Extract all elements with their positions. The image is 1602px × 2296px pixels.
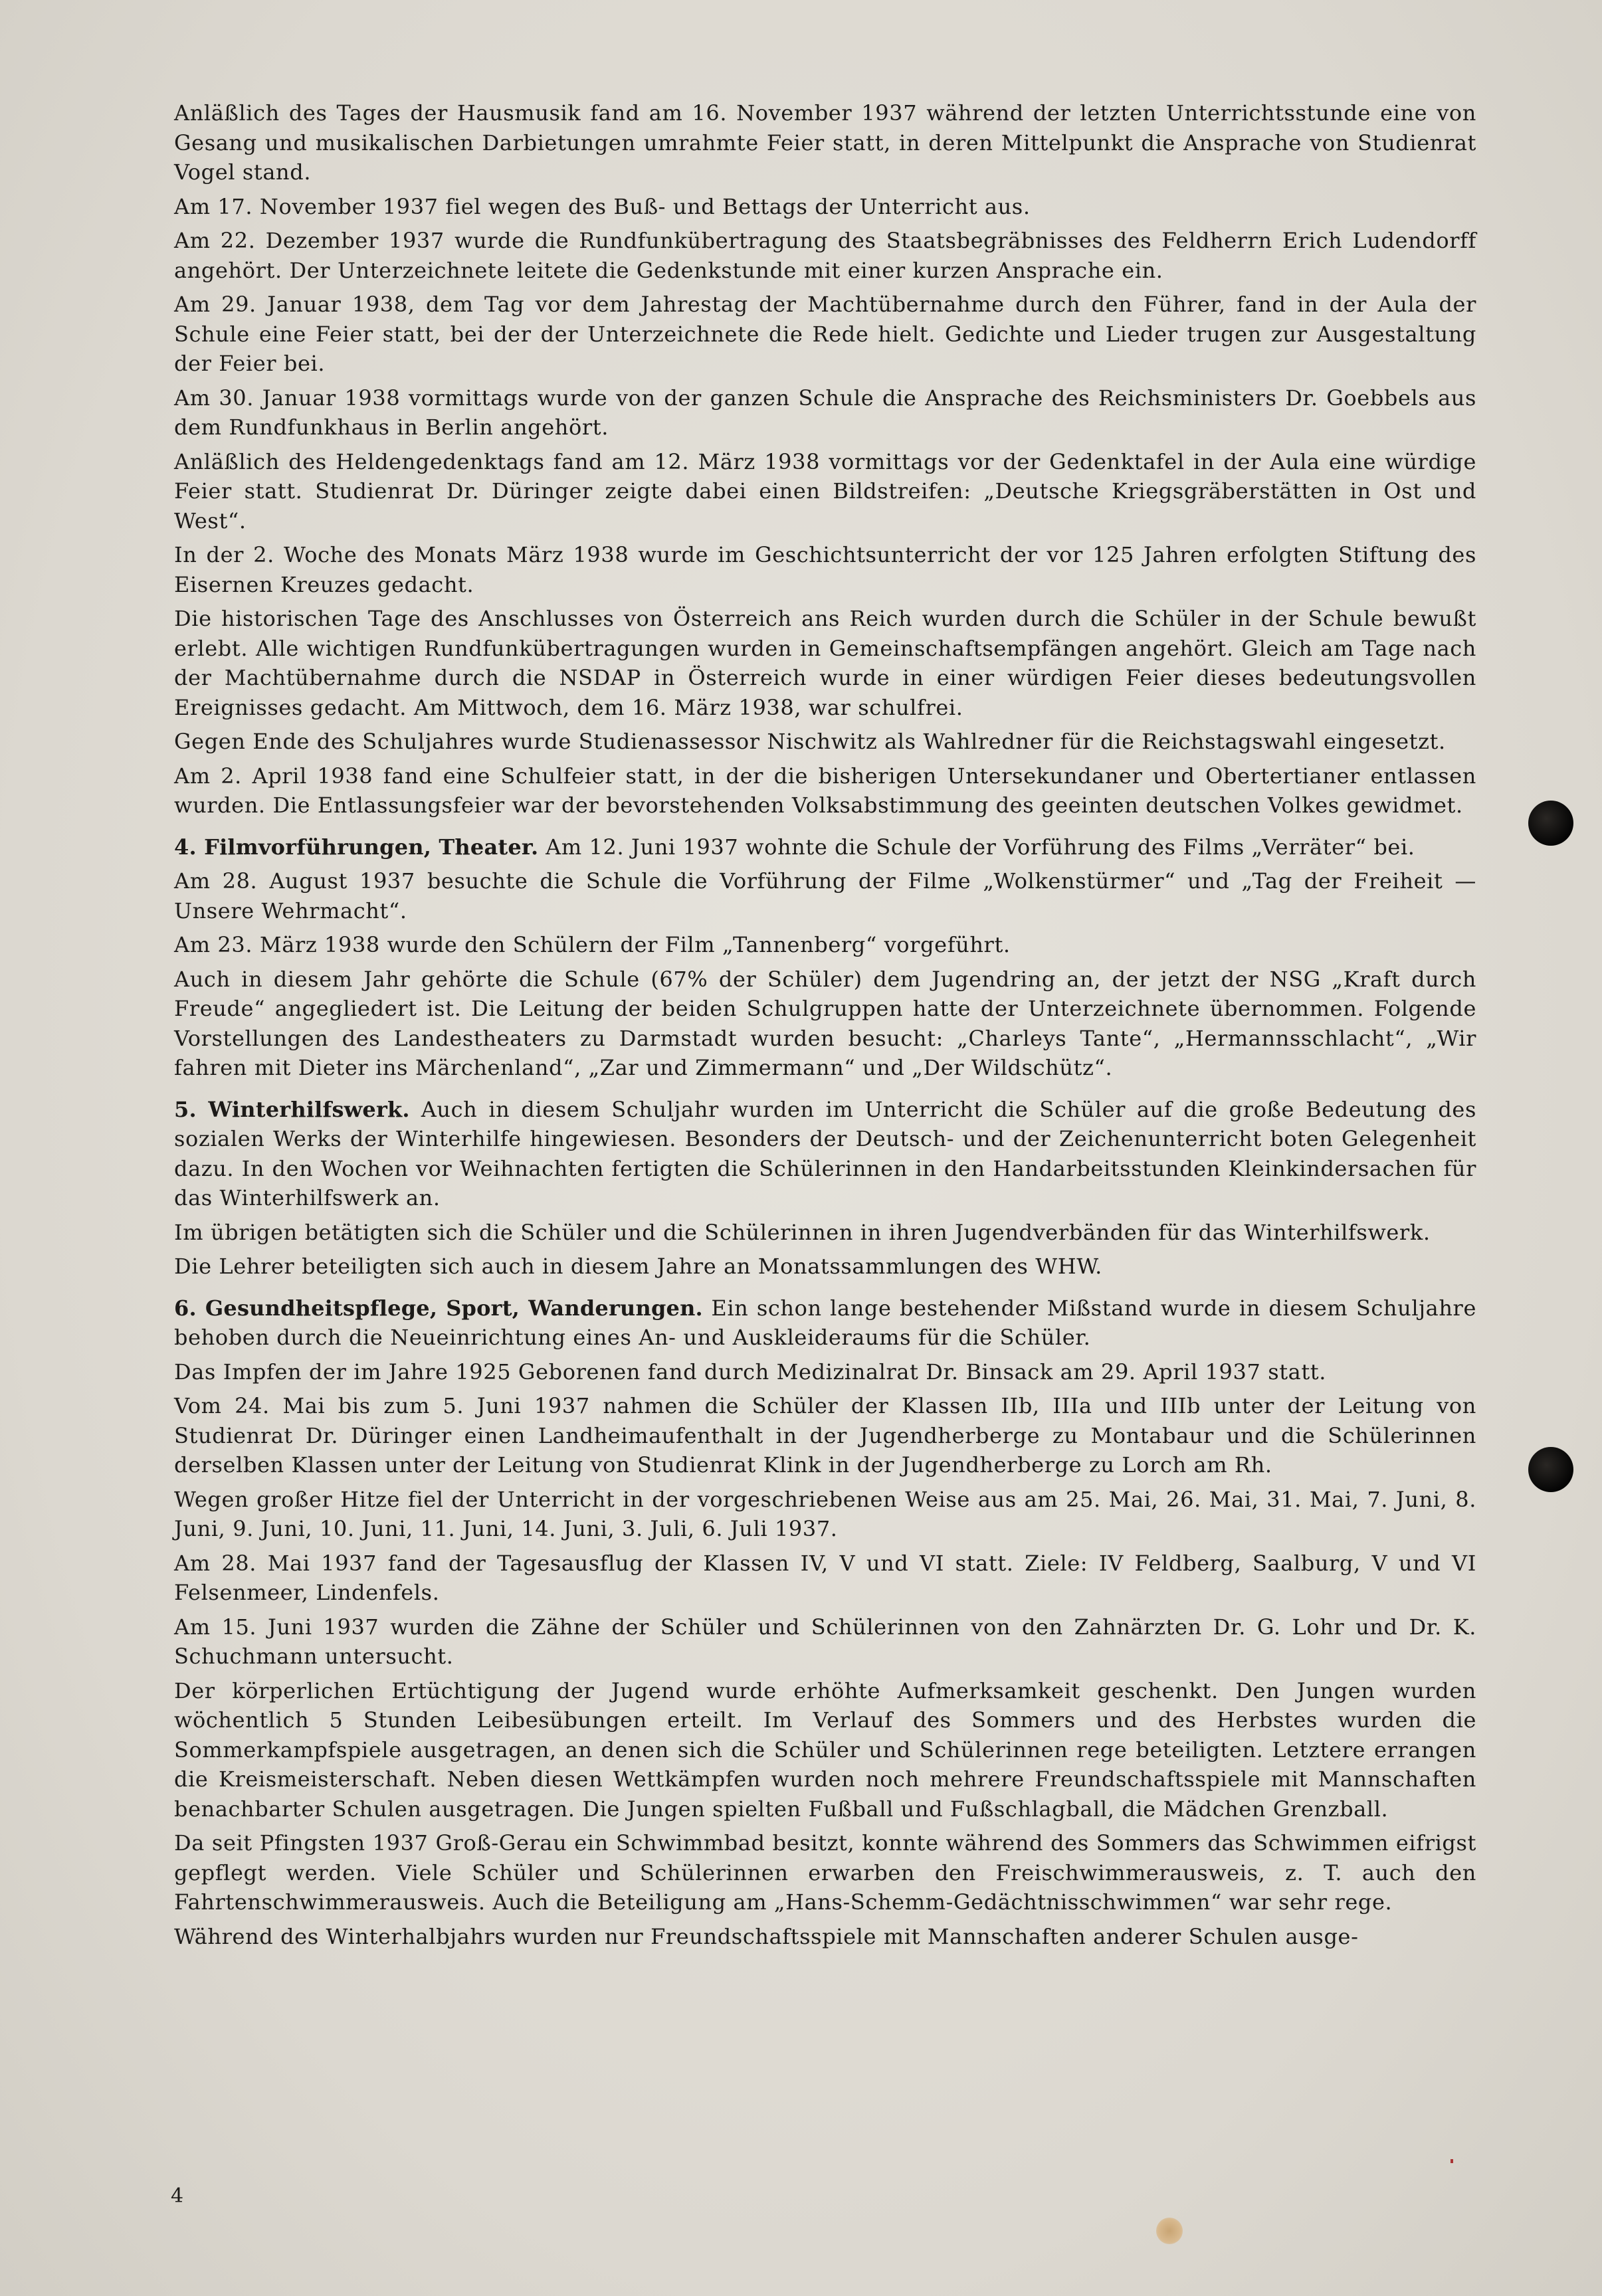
paragraph-impfen: Das Impfen der im Jahre 1925 Geborenen fand durch Medizinalrat Dr. Binsack am 29. April 1937 statt.: [174, 1359, 1327, 1385]
paragraph-wahlredner: Gegen Ende des Schuljahres wurde Studienassessor Nischwitz als Wahlredner für die Reichstagswahl eingesetzt.: [174, 729, 1446, 754]
paragraph-tannenberg: Am 23. März 1938 wurde den Schülern der Film „Tannenberg“ vorgeführt.: [174, 932, 1011, 957]
section-gesundheitspflege: 6. Gesundheitspflege, Sport, Wanderungen. Ein schon lange bestehender Mißstand wurde in diesem Schuljahre behoben durch die Neueinrichtung eines An- und Auskleideraums für die Schüler.: [174, 1295, 1476, 1350]
section-winterhilfswerk: 5. Winterhilfswerk. Auch in diesem Schuljahr wurden im Unterricht die Schüler auf die große Bedeutung des sozialen Werks der Winterhilfe hingewiesen. Besonders der Deutsch- und der Zeichenunterricht boten Gelegenheit dazu. In den Wochen vor Weihnachten fertigten die Schülerinnen in den Handarbeitsstunden Kleinkindersachen für das Winterhilfswerk an.: [174, 1096, 1476, 1210]
paragraph-heldengedenktag: Anläßlich des Heldengedenktags fand am 12. März 1938 vormittags vor der Gedenktafel in der Aula eine würdige Feier statt. Studienrat Dr. Düringer zeigte dabei einen Bildstreifen: „Deutsche Kriegsgräberstätten in Ost und West“.: [174, 448, 1476, 533]
paper-stain: [1156, 2218, 1183, 2244]
paragraph-jugendring: Auch in diesem Jahr gehörte die Schule (67% der Schüler) dem Jugendring an, der jetzt der NSG „Kraft durch Freude“ angegliedert ist. Die Leitung der beiden Schulgruppen hatte der Unterzeichnete übernommen. Folgende Vorstellungen des Landestheaters zu Darmstadt wurden besucht: „Charleys Tante“, „Hermannsschlacht“, „Wir fahren mit Dieter ins Märchenland“, „Zar und Zimmermann“ und „Der Wildschütz“.: [174, 966, 1476, 1080]
body-text: [174, 98, 1476, 1956]
paragraph-schulfeier: Am 2. April 1938 fand eine Schulfeier statt, in der die bisherigen Untersekundaner und Obertertianer entlassen wurden. Die Entlassungsfeier war der bevorstehenden Volksabstimmung des geeinten deutschen Volkes gewidmet.: [174, 763, 1476, 818]
paragraph-ludendorff: Am 22. Dezember 1937 wurde die Rundfunkübertragung des Staatsbegräbnisses des Feldherrn Erich Ludendorff angehört. Der Unterzeichnete leitete die Gedenkstunde mit einer kurzen Ansprache ein.: [174, 228, 1476, 283]
paragraph-anschluss: Die historischen Tage des Anschlusses von Österreich ans Reich wurden durch die Schüler in der Schule bewußt erlebt. Alle wichtigen Rundfunkübertragungen wurden in Gemeinschaftsempfängen angehört. Gleich am Tage nach der Machtübernahme durch die NSDAP in Österreich wurde in einer würdigen Feier dieses bedeutungsvollen Ereignisses gedacht. Am Mittwoch, dem 16. März 1938, war schulfrei.: [174, 606, 1476, 720]
paragraph-29-januar: Am 29. Januar 1938, dem Tag vor dem Jahrestag der Machtübernahme durch den Führer, fand in der Aula der Schule eine Feier statt, bei der der Unterzeichnete die Rede hielt. Gedichte und Lieder trugen zur Ausgestaltung der Feier bei.: [174, 292, 1476, 376]
paragraph-hausmusik: Anläßlich des Tages der Hausmusik fand am 16. November 1937 während der letzten Unterrichtsstunde eine von Gesang und musikalischen Darbietungen umrahmte Feier statt, in deren Mittelpunkt die Ansprache von Studienrat Vogel stand.: [174, 100, 1476, 185]
paragraph-zaehne: Am 15. Juni 1937 wurden die Zähne der Schüler und Schülerinnen von den Zahnärzten Dr. G. Lohr und Dr. K. Schuchmann untersucht.: [174, 1614, 1476, 1669]
paragraph-eisernes-kreuz: In der 2. Woche des Monats März 1938 wurde im Geschichtsunterricht der vor 125 Jahren erfolgten Stiftung des Eisernen Kreuzes gedacht.: [174, 542, 1476, 597]
paragraph-winterhalbjahr: Während des Winterhalbjahrs wurden nur Freundschaftsspiele mit Mannschaften anderer Schulen ausge-: [174, 1923, 1359, 1949]
paragraph-hitzefrei: Wegen großer Hitze fiel der Unterricht in der vorgeschriebenen Weise aus am 25. Mai, 26. Mai, 31. Mai, 7. Juni, 8. Juni, 9. Juni, 10. Juni, 11. Juni, 14. Juni, 3. Juli, 6. Juli 1937.: [174, 1486, 1476, 1541]
section-heading: 6. Gesundheitspflege, Sport, Wanderungen.: [174, 1295, 703, 1321]
section-filmvorfuehrungen: 4. Filmvorführungen, Theater. Am 12. Juni 1937 wohnte die Schule der Vorführung des Films „Verräter“ bei.: [174, 834, 1415, 860]
paragraph-jugendverbaende: Im übrigen betätigten sich die Schüler und die Schülerinnen in ihren Jugendverbänden für das Winterhilfswerk.: [174, 1219, 1431, 1245]
ink-mark: [1451, 2159, 1453, 2163]
section-heading: 5. Winterhilfswerk.: [174, 1096, 410, 1122]
paragraph-landheim: Vom 24. Mai bis zum 5. Juni 1937 nahmen die Schüler der Klassen IIb, IIIa und IIIb unter der Leitung von Studienrat Dr. Düringer einen Landheimaufenthalt in der Jugendherberge zu Montabaur und die Schülerinnen derselben Klassen unter der Leitung von Studienrat Klink in der Jugendherberge zu Lorch am Rh.: [174, 1393, 1476, 1478]
punch-hole-upper: [1528, 801, 1573, 846]
paragraph-busstag: Am 17. November 1937 fiel wegen des Buß- und Bettags der Unterricht aus.: [174, 193, 1031, 219]
paragraph-wolkenstuermer: Am 28. August 1937 besuchte die Schule die Vorführung der Filme „Wolkenstürmer“ und „Tag der Freiheit — Unsere Wehrmacht“.: [174, 868, 1476, 923]
paragraph-schwimmbad: Da seit Pfingsten 1937 Groß-Gerau ein Schwimmbad besitzt, konnte während des Sommers das Schwimmen eifrigst gepflegt werden. Viele Schüler und Schülerinnen erwarben den Freischwimmerausweis, z. T. auch den Fahrtenschwimmerausweis. Auch die Beteiligung am „Hans-Schemm-Gedächtnisschwimmen“ war sehr rege.: [174, 1830, 1476, 1915]
punch-hole-lower: [1528, 1447, 1573, 1492]
section-heading: 4. Filmvorführungen, Theater.: [174, 834, 539, 860]
paragraph-30-januar: Am 30. Januar 1938 vormittags wurde von der ganzen Schule die Ansprache des Reichsministers Dr. Goebbels aus dem Rundfunkhaus in Berlin angehört.: [174, 385, 1476, 440]
paragraph-whw: Die Lehrer beteiligten sich auch in diesem Jahre an Monatssammlungen des WHW.: [174, 1254, 1102, 1279]
paragraph-ertuechtigung: Der körperlichen Ertüchtigung der Jugend wurde erhöhte Aufmerksamkeit geschenkt. Den Jungen wurden wöchentlich 5 Stunden Leibesübungen erteilt. Im Verlauf des Sommers und des Herbstes wurden die Sommerkampfspiele ausgetragen, an denen sich die Schüler und Schülerinnen rege beteiligten. Letztere errangen die Kreismeisterschaft. Neben diesen Wettkämpfen wurden noch mehrere Freundschaftsspiele mit Mannschaften benachbarter Schulen ausgetragen. Die Jungen spielten Fußball und Fußschlagball, die Mädchen Grenzball.: [174, 1677, 1476, 1822]
page-number: 4: [171, 2184, 184, 2208]
paragraph-tagesausflug: Am 28. Mai 1937 fand der Tagesausflug der Klassen IV, V und VI statt. Ziele: IV Feldberg, Saalburg, V und VI Felsenmeer, Lindenfels.: [174, 1550, 1476, 1605]
